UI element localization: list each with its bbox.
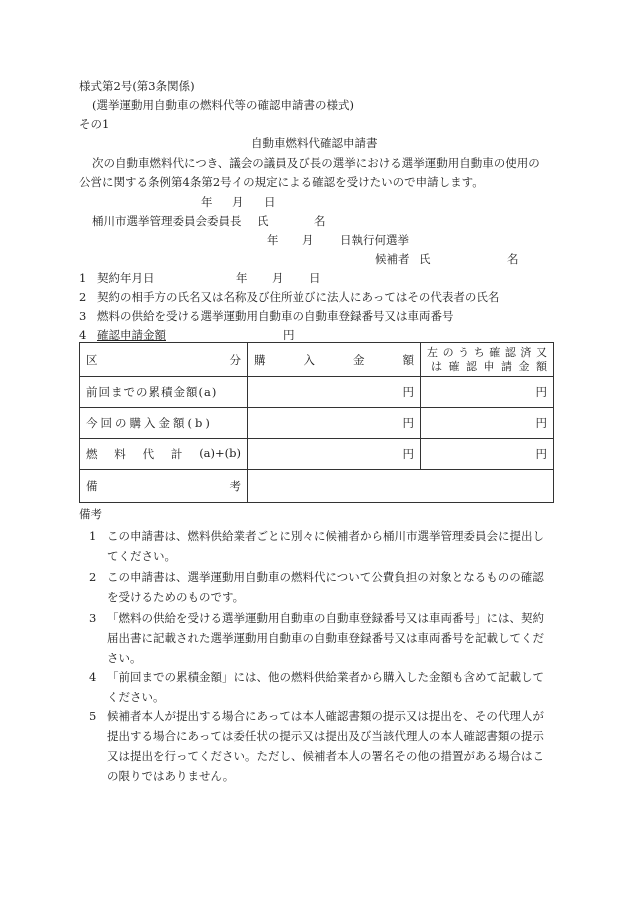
remark-item xyxy=(89,567,553,607)
header-purchase-char: 額 xyxy=(402,352,414,367)
header-purchase-char: 購 xyxy=(254,352,266,367)
row-label-current: 今回の購入金額(b) xyxy=(80,408,248,439)
remark-item xyxy=(89,608,553,668)
table-row xyxy=(80,377,554,408)
header-confirmed-char: 申 xyxy=(483,359,495,373)
table-header-row xyxy=(80,343,554,377)
item-4-amount-field xyxy=(97,327,297,343)
row-cumulative-purchase-unit[interactable]: 円 xyxy=(248,377,421,408)
header-confirmed-char: 金 xyxy=(518,359,530,373)
header-confirmed-char: 認 xyxy=(466,359,477,373)
remark-item xyxy=(89,706,553,786)
row-label-total xyxy=(80,439,248,470)
remark-number: 1 xyxy=(89,529,97,543)
table-row xyxy=(80,408,554,439)
form-part-label: その1 xyxy=(79,117,110,131)
application-month: 月 xyxy=(232,195,244,209)
election-month: 月 xyxy=(302,233,314,247)
election-year: 年 xyxy=(267,233,279,247)
addressee-mei: 名 xyxy=(314,214,326,228)
item-2-number: 2 xyxy=(79,290,87,304)
item-1-day: 日 xyxy=(309,271,321,285)
addressee-label: 桶川市選挙管理委員会委員長 xyxy=(92,214,242,228)
application-year: 年 xyxy=(201,195,213,209)
item-1-number: 1 xyxy=(79,271,87,285)
remark-number: 2 xyxy=(89,570,97,584)
remark-number: 4 xyxy=(89,670,97,684)
candidate-mei: 名 xyxy=(507,252,519,266)
header-confirmed-char: 請 xyxy=(501,359,512,373)
header-purchase-char: 入 xyxy=(303,352,315,367)
remark-number: 5 xyxy=(89,709,97,723)
application-day: 日 xyxy=(264,195,276,209)
remarks-title: 備考 xyxy=(79,507,102,521)
header-confirmed-char: は xyxy=(431,359,442,373)
row-total-char: 計 xyxy=(170,447,183,461)
header-confirmed-char: ち xyxy=(473,345,485,359)
row-total-formula: (a)+(b) xyxy=(199,446,241,460)
item-3-label: 燃料の供給を受ける選挙運動用自動車の自動車登録番号又は車両番号 xyxy=(97,309,454,323)
candidate-shi: 氏 xyxy=(419,252,431,266)
row-current-confirmed-unit[interactable]: 円 xyxy=(421,408,554,439)
addressee-shi: 氏 xyxy=(257,214,269,228)
header-confirmed-char: 額 xyxy=(536,359,547,373)
item-4-number: 4 xyxy=(79,328,87,342)
form-subtitle: (選挙運動用自動車の燃料代等の確認申請書の様式) xyxy=(92,98,354,112)
item-3-number: 3 xyxy=(79,309,87,323)
intro-text-line-2: 公営に関する条例第4条第2号イの規定による確認を受けたいので申請します。 xyxy=(79,175,484,189)
remark-number: 3 xyxy=(89,611,97,625)
row-remarks-field[interactable] xyxy=(248,470,554,503)
header-confirmed-char: 確 xyxy=(489,345,501,359)
header-confirmed-char: う xyxy=(458,345,470,359)
row-total-confirmed-unit[interactable]: 円 xyxy=(421,439,554,470)
header-confirmed-char: の xyxy=(442,345,454,359)
row-total-char: 料 xyxy=(114,447,126,461)
remark-text: 「燃料の供給を受ける選挙運動用自動車の自動車登録番号又は車両番号」には、契約届出書に記載された選挙運動用自動車の自動車登録番号又は車両番号を記載してください。 xyxy=(107,611,544,665)
amount-table xyxy=(79,342,554,503)
row-total-purchase-unit[interactable]: 円 xyxy=(248,439,421,470)
row-remarks-char: 考 xyxy=(229,479,241,493)
remark-text: 候補者本人が提出する場合にあっては本人確認書類の提示又は提出を、その代理人が提出する場合にあっては委任状の提示又は提出及び当該代理人の本人確認書類の提示又は提出を行ってください。ただし、候補者本人の署名その他の措置がある場合はこの限りではありません。 xyxy=(107,709,544,783)
header-kubun xyxy=(80,343,248,377)
row-current-purchase-unit[interactable]: 円 xyxy=(248,408,421,439)
header-confirmed-amount xyxy=(421,343,554,377)
remark-item xyxy=(89,526,553,566)
form-number-label: 様式第2号(第3条関係) xyxy=(79,79,195,93)
item-4-label: 確認申請金額 xyxy=(97,328,166,342)
remark-item xyxy=(89,667,553,707)
row-label-cumulative: 前回までの累積金額(a) xyxy=(80,377,248,408)
header-confirmed-char: 済 xyxy=(520,345,532,359)
row-total-char: 燃 xyxy=(86,447,98,461)
candidate-label: 候補者 xyxy=(375,252,410,266)
remark-text: この申請書は、選挙運動用自動車の燃料代について公費負担の対象となるものの確認を受けるためのものです。 xyxy=(107,570,544,604)
remark-text: 「前回までの累積金額」には、他の燃料供給業者から購入した金額も含めて記載してください。 xyxy=(107,670,544,704)
row-remarks-char: 備 xyxy=(86,479,98,493)
item-1-label: 契約年月日 xyxy=(97,271,155,285)
item-2-label: 契約の相手方の氏名又は名称及び住所並びに法人にあってはその代表者の氏名 xyxy=(97,290,500,304)
remark-text: この申請書は、燃料供給業者ごとに別々に候補者から桶川市選挙管理委員会に提出してください。 xyxy=(107,529,544,563)
header-confirmed-char: 確 xyxy=(448,359,460,373)
table-row xyxy=(80,439,554,470)
intro-text-line-1: 次の自動車燃料代につき、議会の議員及び長の選挙における選挙運動用自動車の使用の xyxy=(92,156,540,170)
page-title: 自動車燃料代確認申請書 xyxy=(251,136,378,150)
item-1-year: 年 xyxy=(236,271,248,285)
header-confirmed-char: 左 xyxy=(427,345,438,359)
header-kubun-1: 区 xyxy=(86,352,98,367)
header-confirmed-char: 認 xyxy=(504,345,516,359)
election-day-suffix: 日執行何選挙 xyxy=(340,233,409,247)
header-confirmed-char: 又 xyxy=(535,345,547,359)
row-cumulative-confirmed-unit[interactable]: 円 xyxy=(421,377,554,408)
item-4-unit: 円 xyxy=(283,328,295,342)
row-label-remarks xyxy=(80,470,248,503)
row-total-char: 代 xyxy=(142,447,155,461)
header-purchase-amount xyxy=(248,343,421,377)
item-1-month: 月 xyxy=(272,271,284,285)
table-row xyxy=(80,470,554,503)
header-purchase-char: 金 xyxy=(353,352,365,367)
header-kubun-2: 分 xyxy=(229,352,241,367)
